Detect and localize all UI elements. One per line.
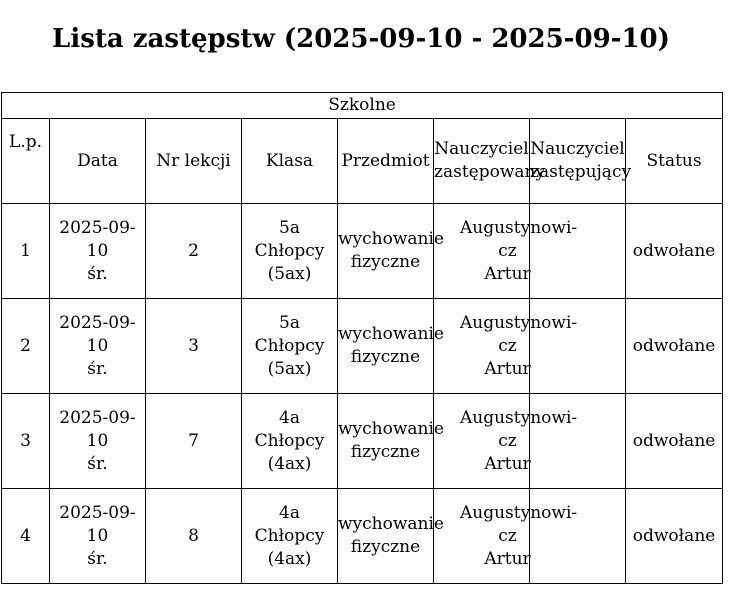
cell-status: odwołane xyxy=(626,489,723,584)
table-row xyxy=(2,394,723,489)
cell-lesson: 7 xyxy=(146,394,242,489)
cell-lesson: 8 xyxy=(146,489,242,584)
column-header-status: Status xyxy=(626,119,723,204)
table-row xyxy=(2,204,723,299)
section-label: Szkolne xyxy=(2,93,723,119)
cell-class: 5a Chłopcy (5ax) xyxy=(242,204,338,299)
column-header-subject: Przedmiot xyxy=(338,119,434,204)
cell-date: 2025-09-10 śr. xyxy=(50,394,146,489)
cell-status: odwołane xyxy=(626,299,723,394)
cell-subject: wychowanie fizyczne xyxy=(338,299,434,394)
cell-lp: 4 xyxy=(2,489,50,584)
cell-lp: 3 xyxy=(2,394,50,489)
cell-class: 5a Chłopcy (5ax) xyxy=(242,299,338,394)
cell-lesson: 3 xyxy=(146,299,242,394)
cell-subject: wychowanie fizyczne xyxy=(338,394,434,489)
cell-status: odwołane xyxy=(626,204,723,299)
cell-replaced-teacher: Augustynowi- cz Artur xyxy=(434,299,530,394)
cell-date: 2025-09-10 śr. xyxy=(50,489,146,584)
column-header-substitute-teacher xyxy=(530,119,632,204)
cell-date: 2025-09-10 śr. xyxy=(50,299,146,394)
page-title: Lista zastępstw (2025-09-10 - 2025-09-10) xyxy=(52,24,670,54)
column-header-replaced-teacher-line2: zastępowany xyxy=(434,162,546,182)
cell-subject: wychowanie fizyczne xyxy=(338,489,434,584)
column-header-replaced-teacher xyxy=(434,119,546,204)
cell-lp: 1 xyxy=(2,204,50,299)
column-header-substitute-teacher-line1: Nauczyciel xyxy=(530,139,625,159)
cell-lp: 2 xyxy=(2,299,50,394)
column-header-class: Klasa xyxy=(242,119,338,204)
column-header-replaced-teacher-line1: Nauczyciel xyxy=(434,139,529,159)
section-row xyxy=(2,93,723,119)
column-header-lp: L.p. xyxy=(2,119,50,204)
cell-class: 4a Chłopcy (4ax) xyxy=(242,489,338,584)
cell-replaced-teacher: Augustynowi- cz Artur xyxy=(434,204,530,299)
cell-replaced-teacher: Augustynowi- cz Artur xyxy=(434,489,530,584)
cell-date: 2025-09-10 śr. xyxy=(50,204,146,299)
cell-replaced-teacher: Augustynowi- cz Artur xyxy=(434,394,530,489)
substitutions-table xyxy=(1,92,723,584)
cell-lesson: 2 xyxy=(146,204,242,299)
cell-class: 4a Chłopcy (4ax) xyxy=(242,394,338,489)
column-header-date: Data xyxy=(50,119,146,204)
table-row xyxy=(2,489,723,584)
cell-subject: wychowanie fizyczne xyxy=(338,204,434,299)
column-header-substitute-teacher-line2: zastępujący xyxy=(530,162,632,182)
column-header-lesson-number: Nr lekcji xyxy=(146,119,242,204)
cell-status: odwołane xyxy=(626,394,723,489)
table-header xyxy=(2,119,723,204)
table-row xyxy=(2,299,723,394)
